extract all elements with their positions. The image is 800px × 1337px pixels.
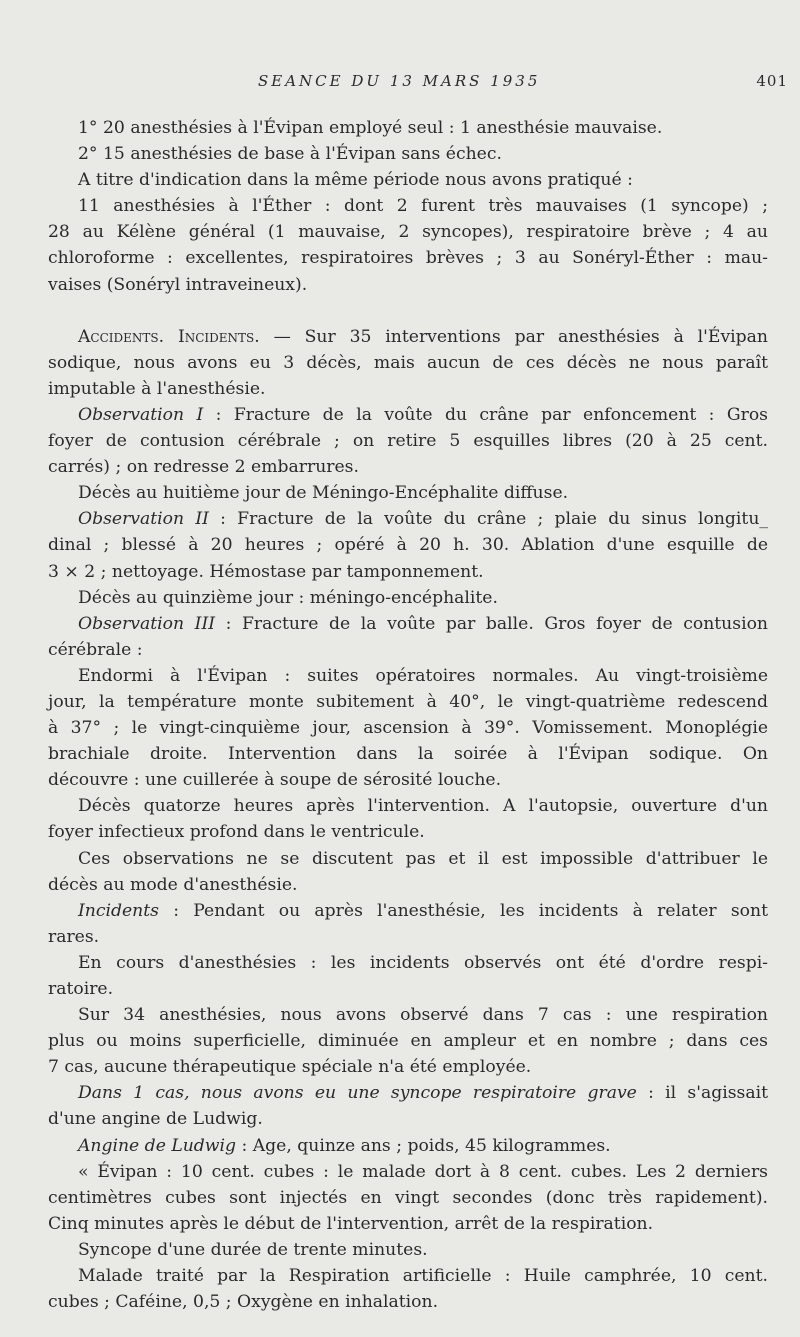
text-line [48,741,768,767]
text-line [48,767,768,793]
text-line [48,506,768,532]
line-text: dinal ; blessé à 20 heures ; opéré à 20 h. 30. Ablation d'une esquille de [48,535,768,556]
text-line [48,689,768,715]
text-line [48,1002,768,1028]
line-text: : Age, quinze ans ; poids, 45 kilogrammes. [236,1135,611,1156]
text-line [48,1211,768,1237]
running-header [48,72,788,96]
text-line [48,350,768,376]
text-line [48,637,768,663]
line-text: 7 cas, aucune thérapeutique spéciale n'a été employée. [48,1057,532,1078]
line-text: foyer de contusion cérébrale ; on retire 5 esquilles libres (20 à 25 cent. [48,431,768,452]
text-line [48,532,768,558]
text-line [48,167,768,193]
italic-heading: Observation I [78,404,204,425]
line-text: découvre : une cuillerée à soupe de sérosité louche. [48,770,502,791]
line-text: jour, la température monte subitement à 40°, le vingt-quatrième redescend [48,691,768,712]
line-text: Malade traité par la Respiration artificielle : Huile camphrée, 10 cent. [78,1266,768,1287]
text-line [48,819,768,845]
text-line [48,611,768,637]
line-text: plus ou moins superficielle, diminuée en ampleur et en nombre ; dans ces [48,1031,768,1052]
text-line [48,793,768,819]
italic-heading: Observation III [78,613,216,634]
line-text: centimètres cubes sont injectés en vingt secondes (donc très rapidement). [48,1187,768,1208]
line-text: 1° 20 anesthésies à l'Évipan employé seul : 1 anesthésie mauvaise. [78,118,663,138]
text-line [48,1054,768,1080]
italic-heading: Observation II [78,509,209,530]
text-line [48,715,768,741]
text-line [48,1106,768,1132]
running-title: SEANCE DU 13 MARS 1935 [258,72,541,90]
line-text: vaises (Sonéryl intraveineux). [48,274,308,295]
line-text: cérébrale : [48,639,143,660]
text-line [48,324,768,350]
line-text: « Évipan : 10 cent. cubes : le malade dort à 8 cent. cubes. Les 2 derniers [78,1161,768,1182]
line-text: imputable à l'anesthésie. [48,378,266,399]
line-text: d'une angine de Ludwig. [48,1109,263,1130]
text-line [48,193,768,219]
text-line [48,585,768,611]
text-line [48,1080,768,1106]
line-text: Décès quatorze heures après l'intervention. A l'autopsie, ouverture d'un [78,796,768,817]
text-line [48,428,768,454]
line-text: : Fracture de la voûte par balle. Gros foyer de contusion [215,613,768,634]
text-line [48,480,768,506]
section-heading: Accidents. Incidents. [78,326,260,347]
text-line [48,898,768,924]
line-text: — Sur 35 interventions par anesthésies à l'Évipan [259,326,768,347]
line-text: Ces observations ne se discutent pas et il est impossible d'attribuer le [78,848,768,869]
line-text: 11 anesthésies à l'Éther : dont 2 furent très mauvaises (1 syncope) ; [78,196,768,217]
text-line [48,402,768,428]
line-text: A titre d'indication dans la même période nous avons pratiqué : [78,170,633,191]
line-text: Cinq minutes après le début de l'intervention, arrêt de la respiration. [48,1213,654,1234]
text-line [48,1289,768,1315]
text-line [48,1133,768,1159]
line-text: En cours d'anesthésies : les incidents observés ont été d'ordre respi- [78,952,768,973]
text-line [48,454,768,480]
text-line [48,1159,768,1185]
text-line [48,376,768,402]
italic-heading: Dans 1 cas, nous avons eu une syncope respiratoire grave [78,1083,637,1104]
text-line [48,1028,768,1054]
italic-heading: Incidents [78,900,159,921]
text-line [48,1185,768,1211]
text-line [48,272,768,298]
text-line [48,950,768,976]
line-text: cubes ; Caféine, 0,5 ; Oxygène en inhalation. [48,1292,439,1313]
page-number: 401 [756,72,788,90]
text-line [48,976,768,1002]
italic-heading: Angine de Ludwig [78,1135,237,1156]
text-line [48,245,768,271]
line-text: : Fracture de la voûte du crâne par enfoncement : Gros [203,404,768,425]
line-text: Sur 34 anesthésies, nous avons observé dans 7 cas : une respiration [78,1005,768,1026]
line-text: 2° 15 anesthésies de base à l'Évipan sans échec. [78,144,502,165]
text-line [48,663,768,689]
text-line [48,846,768,872]
line-text: : Fracture de la voûte du crâne ; plaie du sinus longitu_ [208,509,769,530]
line-text: Décès au huitième jour de Méningo-Encéphalite diffuse. [78,483,569,504]
line-text: Décès au quinzième jour : méningo-encéphalite. [78,587,498,608]
line-text: : il s'agissait [636,1083,769,1104]
line-text: décès au mode d'anesthésie. [48,874,298,895]
text-line [48,141,768,167]
line-text: Endormi à l'Évipan : suites opératoires normales. Au vingt-troisième [78,665,768,686]
line-text: 3 × 2 ; nettoyage. Hémostase par tamponnement. [48,561,484,582]
line-text: ratoire. [48,979,114,999]
text-line [48,872,768,898]
line-text: Syncope d'une durée de trente minutes. [78,1239,428,1260]
text-line [48,1263,768,1289]
text-line [48,559,768,585]
line-text: chloroforme : excellentes, respiratoires brèves ; 3 au Sonéryl-Éther : mau- [48,248,768,269]
line-text: sodique, nous avons eu 3 décès, mais aucun de ces décès ne nous paraît [48,352,768,373]
text-line [48,219,768,245]
body-text [48,115,768,1315]
line-text: foyer infectieux profond dans le ventricule. [48,822,425,843]
line-text: 28 au Kélène général (1 mauvaise, 2 syncopes), respiratoire brève ; 4 au [48,222,768,243]
line-text: : Pendant ou après l'anesthésie, les incidents à relater sont [158,900,768,921]
text-line [48,115,768,141]
line-text: carrés) ; on redresse 2 embarrures. [48,457,359,478]
text-line [48,1237,768,1263]
text-line [48,924,768,950]
line-text: à 37° ; le vingt-cinquième jour, ascension à 39°. Vomissement. Monoplégie [48,718,768,739]
line-text: rares. [48,926,100,947]
line-text: brachiale droite. Intervention dans la soirée à l'Évipan sodique. On [48,744,768,765]
